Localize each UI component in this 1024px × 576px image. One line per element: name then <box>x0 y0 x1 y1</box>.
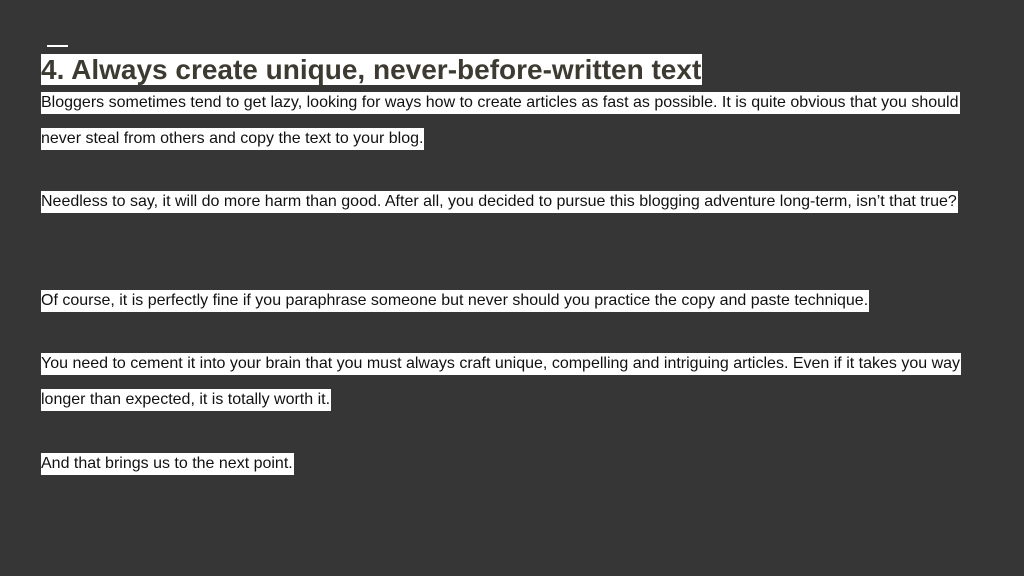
paragraph-2-text: Needless to say, it will do more harm than good. After all, you decided to pursue this blogging adventure long-term, isn’t that true? <box>41 191 958 213</box>
paragraph-1 <box>41 85 991 157</box>
paragraph-3 <box>41 283 991 319</box>
title-accent-rule <box>47 45 68 47</box>
slide-title-text: 4. Always create unique, never-before-written text <box>41 54 702 85</box>
paragraph-5-text: And that brings us to the next point. <box>41 453 294 475</box>
paragraph-1-text: Bloggers sometimes tend to get lazy, looking for ways how to create articles as fast as possible. It is quite obvious that you should never steal from others and copy the text to your blog. <box>41 92 960 150</box>
slide-title <box>41 53 702 87</box>
paragraph-3-text: Of course, it is perfectly fine if you paraphrase someone but never should you practice the copy and paste technique. <box>41 290 869 312</box>
paragraph-5 <box>41 446 991 482</box>
paragraph-4 <box>41 346 991 418</box>
paragraph-2 <box>41 184 991 220</box>
paragraph-4-text: You need to cement it into your brain that you must always craft unique, compelling and intriguing articles. Even if it takes you way longer than expected, it is totally worth it. <box>41 353 961 411</box>
